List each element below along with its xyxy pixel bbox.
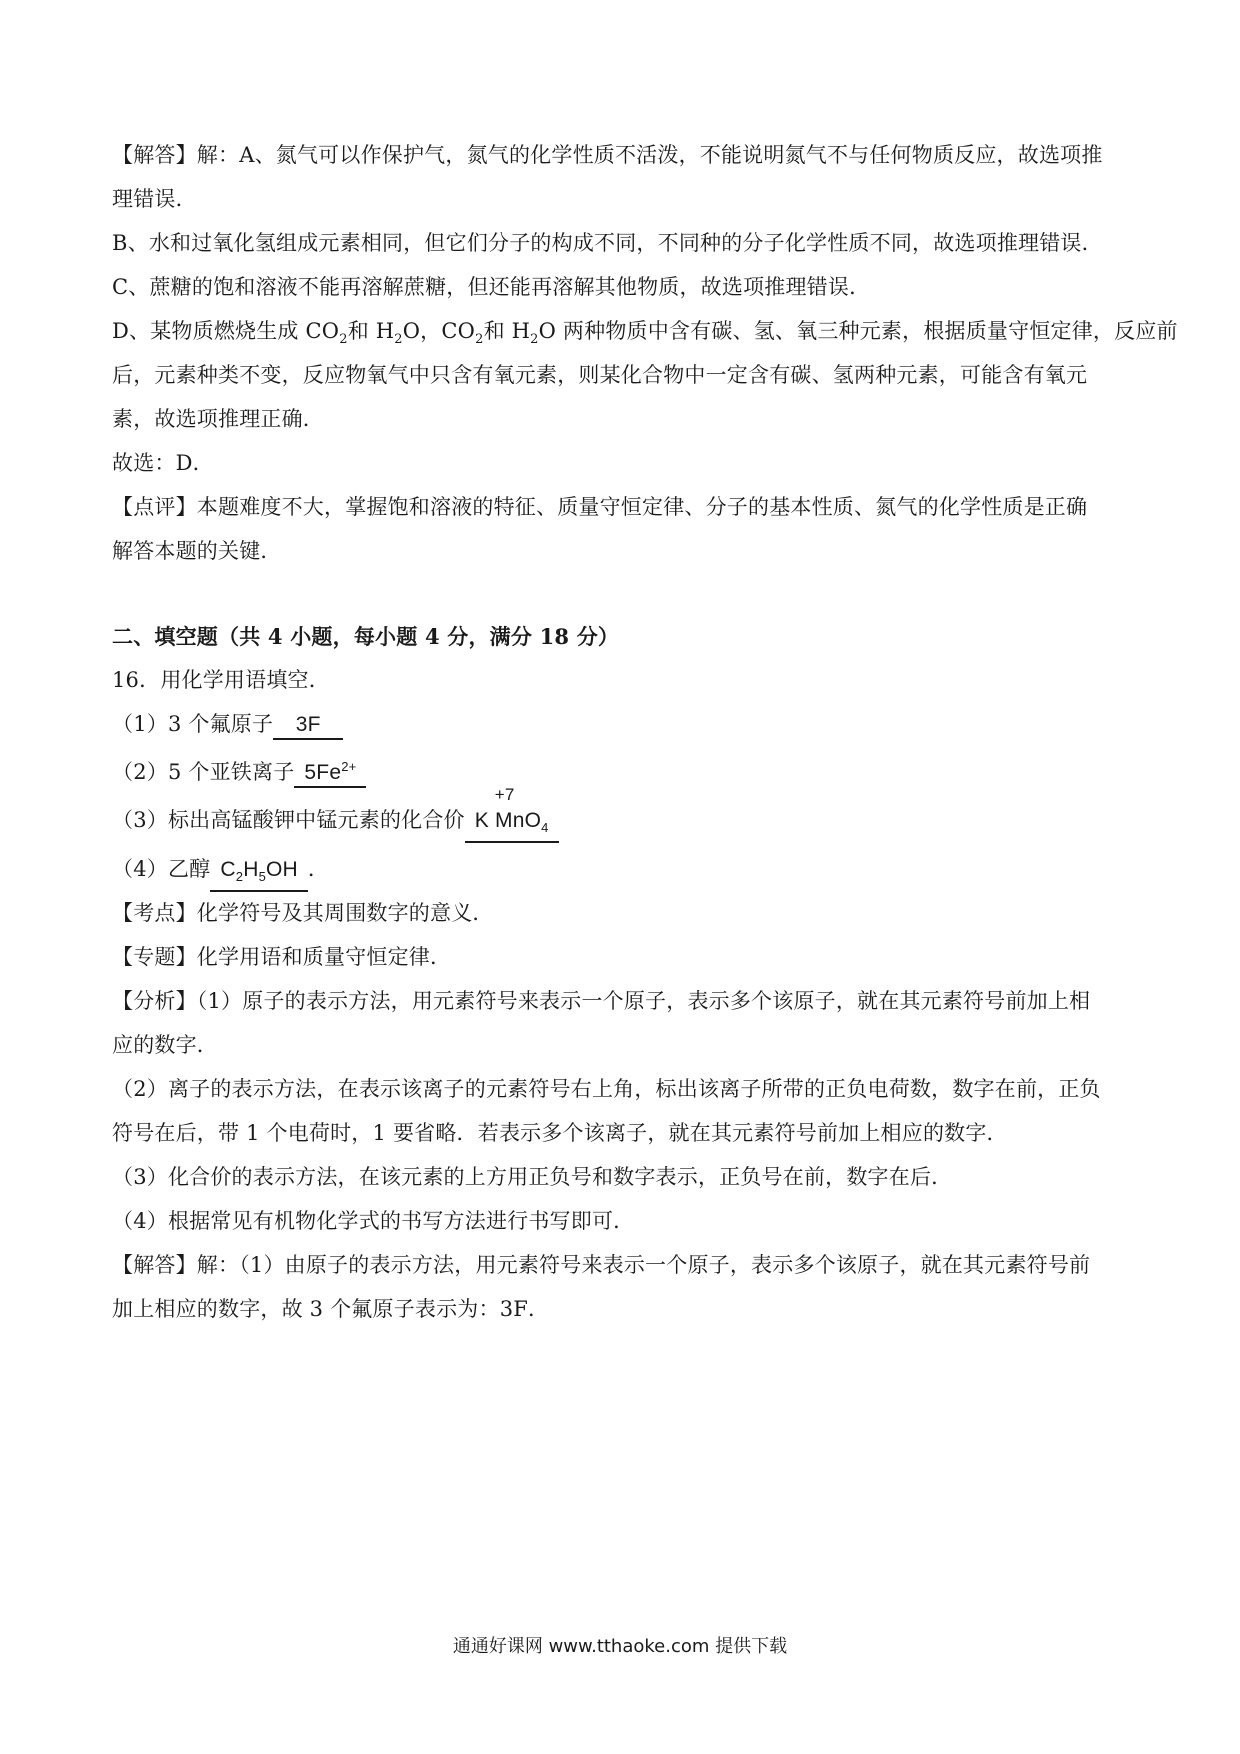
- sub-question-2: （2）5 个亚铁离子 $5Fe^{2+}$: [112, 754, 1142, 788]
- answer-blank-2: $5Fe^{2+}$: [294, 754, 366, 788]
- option-d-line-1: D、某物质燃烧生成 $CO_2$和 $H_2O$，$CO_2$和 $H_2O$ 两种物质中含有碳、氢、氧三种元素，根据质量守恒定律，反应前: [112, 319, 1178, 348]
- answer-blank-4: $C_2H_5OH$: [210, 857, 308, 892]
- comment-line-2: 解答本题的关键．: [112, 539, 282, 563]
- sub-question-4: （4）乙醇 $C_2H_5OH$ ．: [112, 855, 1142, 892]
- valence-mark: +7: [494, 785, 515, 804]
- analysis-line-1: 【分析】（1）原子的表示方法，用元素符号来表示一个原子，表示多个该原子，就在其元素符号前加上相: [112, 989, 1091, 1013]
- page-footer: 通通好课网 www.tthaoke.com 提供下载: [452, 1636, 788, 1657]
- analysis-line-2: 应的数字．: [112, 1033, 218, 1057]
- answer-line-2: 理错误．: [112, 187, 197, 211]
- analysis-line-5: （3）化合价的表示方法，在该元素的上方用正负号和数字表示，正负号在前，数字在后．: [112, 1165, 953, 1189]
- answer-blank-3: +7 K MnO$_4$: [465, 808, 559, 843]
- sub-question-3: （3）标出高锰酸钾中锰元素的化合价 +7 K MnO$_4$: [112, 806, 1142, 843]
- answer-line-1: 【解答】解：A、氮气可以作保护气，氮气的化学性质不活泼，不能说明氮气不与任何物质反应，故选项推: [112, 143, 1103, 167]
- sub-question-1: （1）3 个氟原子 3F: [112, 710, 1142, 740]
- topic-line: 【考点】化学符号及其周围数字的意义．: [112, 901, 494, 925]
- option-c-line: C、蔗糖的饱和溶液不能再溶解蔗糖，但还能再溶解其他物质，故选项推理错误．: [112, 275, 871, 299]
- analysis-line-3: （2）离子的表示方法，在表示该离子的元素符号右上角，标出该离子所带的正负电荷数，数字在前，正负: [112, 1077, 1101, 1101]
- choice-line: 故选：D．: [112, 451, 214, 475]
- subject-line: 【专题】化学用语和质量守恒定律．: [112, 945, 452, 969]
- comment-line-1: 【点评】本题难度不大，掌握饱和溶液的特征、质量守恒定律、分子的基本性质、氮气的化学性质是正确: [112, 495, 1088, 519]
- option-d-line-3: 素，故选项推理正确．: [112, 407, 324, 431]
- question-16: 16．用化学用语填空．: [112, 668, 330, 692]
- answer-blank-1: 3F: [273, 712, 343, 740]
- option-b-line: B、水和过氧化氢组成元素相同，但它们分子的构成不同，不同种的分子化学性质不同，故选项推理错误．: [112, 231, 1103, 255]
- solution-line-2: 加上相应的数字，故 3 个氟原子表示为：3F．: [112, 1297, 550, 1321]
- option-d-line-2: 后，元素种类不变，反应物氧气中只含有氧元素，则某化合物中一定含有碳、氢两种元素，可能含有氧元: [112, 363, 1088, 387]
- solution-line-1: 【解答】解：（1）由原子的表示方法，用元素符号来表示一个原子，表示多个该原子，就在其元素符号前: [112, 1253, 1091, 1277]
- analysis-line-6: （4）根据常见有机物化学式的书写方法进行书写即可．: [112, 1209, 635, 1233]
- section-heading: 二、填空题（共 4 小题，每小题 4 分，满分 18 分）: [112, 624, 620, 649]
- analysis-line-4: 符号在后，带 1 个电荷时，1 要省略．若表示多个该离子，就在其元素符号前加上相应的数字．: [112, 1121, 1008, 1145]
